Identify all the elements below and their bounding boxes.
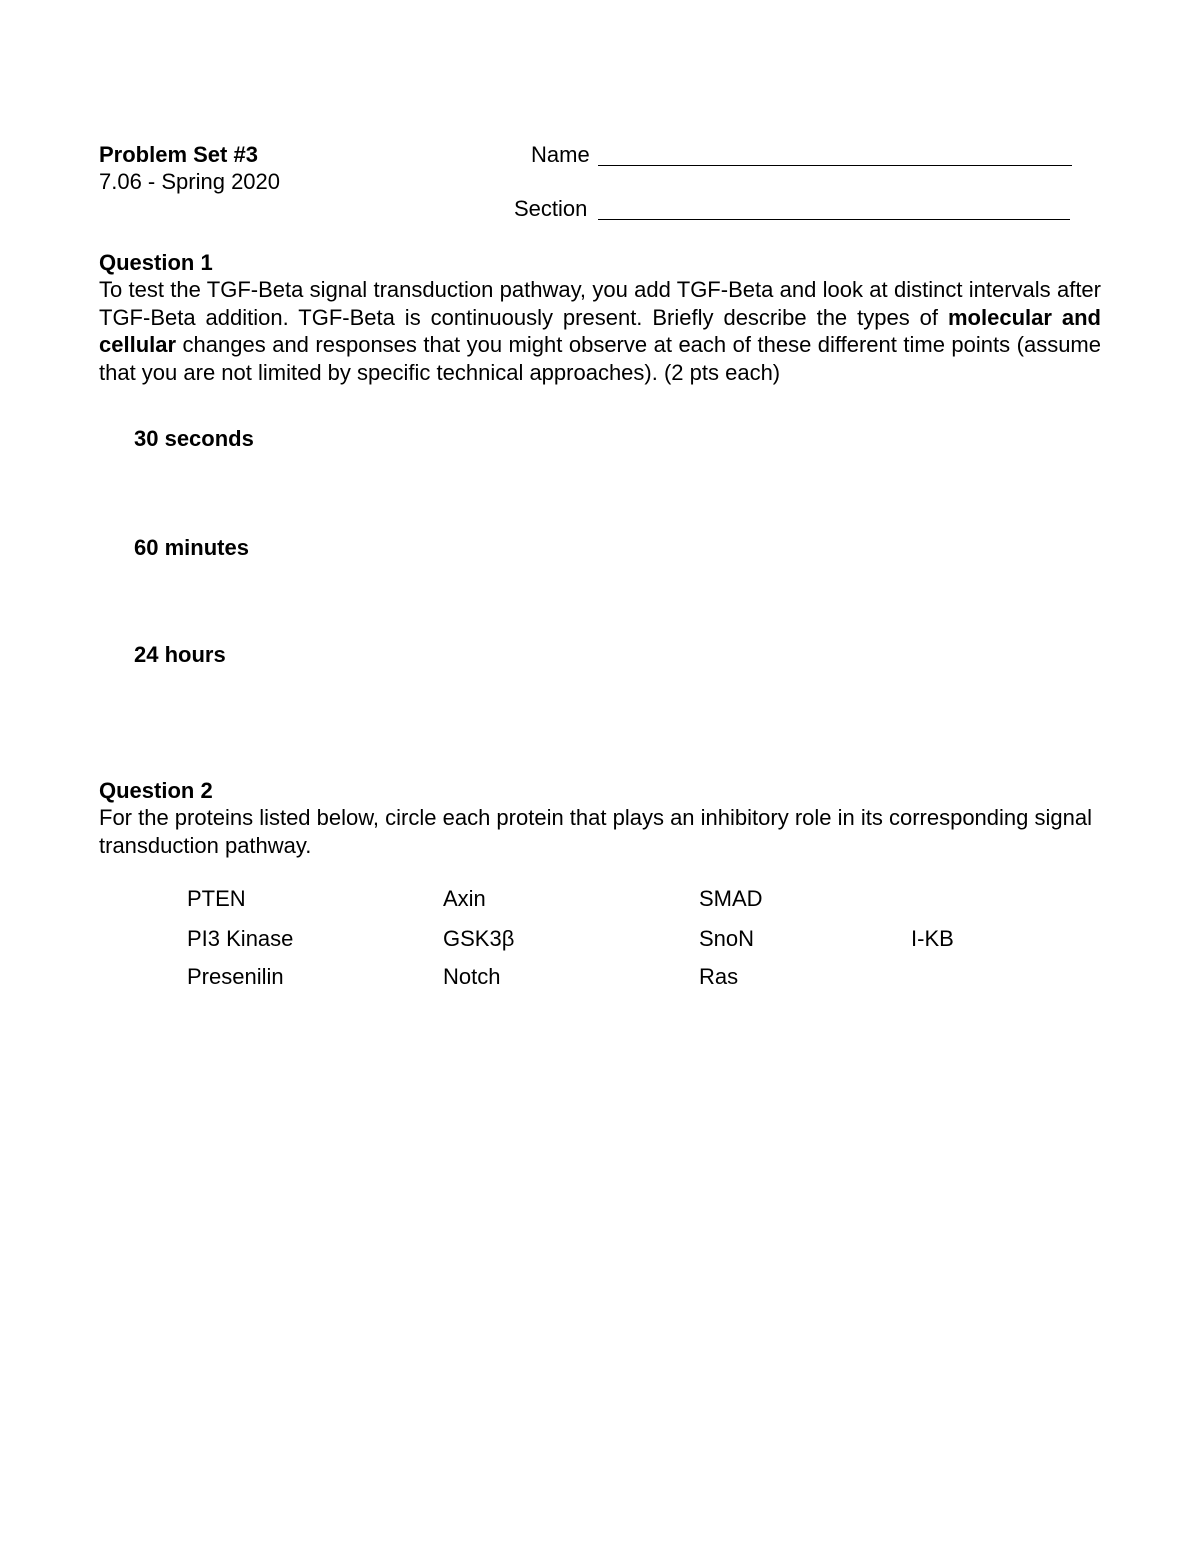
protein-smad[interactable]: SMAD: [699, 886, 763, 911]
protein-i-kb[interactable]: I-KB: [911, 926, 954, 951]
protein-pten[interactable]: PTEN: [187, 886, 246, 911]
question-2-text: For the proteins listed below, circle each protein that plays an inhibitory role in its corresponding signal transduction pathway.: [99, 805, 1092, 858]
question-1-text-bold: molecular and cellular: [99, 304, 1101, 357]
protein-pi3-kinase[interactable]: PI3 Kinase: [187, 926, 294, 951]
question-1-heading: Question 1: [99, 250, 213, 275]
question-1-text: [99, 276, 1101, 386]
question-2-heading: Question 2: [99, 778, 213, 803]
protein-notch[interactable]: Notch: [443, 964, 501, 989]
protein-snon[interactable]: SnoN: [699, 926, 755, 951]
protein-gsk3b[interactable]: GSK3β: [443, 926, 515, 951]
timepoint-24-hours: 24 hours: [134, 642, 226, 667]
question-1-text-part2: changes and responses that you might observe at each of these different time points (assume that you are not limited by specific technical approaches). (2 pts each): [99, 332, 1101, 385]
course-label: 7.06 - Spring 2020: [99, 169, 281, 194]
protein-ras[interactable]: Ras: [699, 964, 739, 989]
name-field-line[interactable]: [598, 165, 1072, 166]
name-label: Name: [531, 142, 590, 167]
problem-set-title: Problem Set #3: [99, 142, 258, 167]
protein-presenilin[interactable]: Presenilin: [187, 964, 284, 989]
protein-axin[interactable]: Axin: [443, 886, 486, 911]
timepoint-30-seconds: 30 seconds: [134, 426, 254, 451]
section-label: Section: [514, 196, 588, 221]
question-1-text-part1: To test the TGF-Beta signal transduction pathway, you add TGF-Beta and look at distinct intervals after TGF-Beta addition. TGF-Beta is continuously present. Briefly describe the types of: [99, 277, 1101, 330]
timepoint-60-minutes: 60 minutes: [134, 535, 249, 560]
section-field-line[interactable]: [598, 219, 1070, 220]
